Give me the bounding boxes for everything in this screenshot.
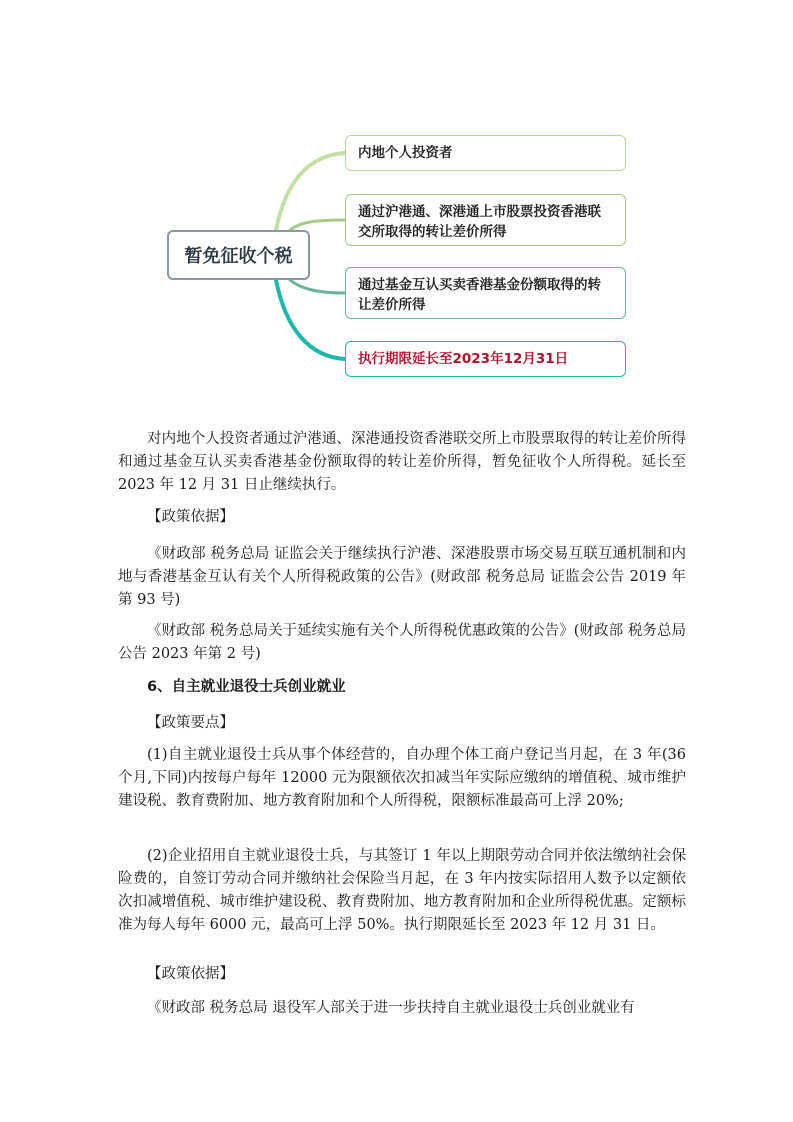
mind-map-leaf-stock-connect: 通过沪港通、深港通上市股票投资香港联交所取得的转让差价所得 [345, 194, 626, 246]
policy-basis-veterans: 《财政部 税务总局 退役军人部关于进一步扶持自主就业退役士兵创业就业有 [147, 1000, 635, 1016]
policy-point-1: (1)自主就业退役士兵从事个体经营的，自办理个体工商户登记当月起，在 3 年(36 个月,下同)内按每户每年 12000 元为限额依次扣减当年实际应缴纳的增值税、城市维护建设税、教育费附加、地方教育附加和个人所得税，限额标准最高可上浮 20%; [118, 747, 686, 809]
branch-connector-2 [290, 220, 345, 230]
mind-map-leaf-deadline: 执行期限延长至2023年12月31日 [345, 341, 626, 377]
mind-map-leaf-investor: 内地个人投资者 [345, 135, 626, 171]
policy-point-2: (2)企业招用自主就业退役士兵，与其签订 1 年以上期限劳动合同并依法缴纳社会保险费的，自签订劳动合同并缴纳社会保险当月起，在 3 年内按实际招用人数予以定额依次扣减增值税、城市维护建设税、教育费附加、地方教育附加和企业所得税优惠。定额标准为每人每年 6000 元，最高可上浮 50%。执行期限延长至 2023 年 12 月 31 日。 [118, 848, 686, 933]
paragraph-exemption: 对内地个人投资者通过沪港通、深港通投资香港联交所上市股票取得的转让差价所得和通过基金互认买卖香港基金份额取得的转让差价所得，暂免征收个人所得税。延长至 2023 年 12 月 31 日止继续执行。 [118, 431, 686, 493]
section-6-title: 6、自主就业退役士兵创业就业 [147, 679, 346, 695]
branch-connector-3 [290, 280, 345, 293]
policy-basis-announcement-93: 《财政部 税务总局 证监会关于继续执行沪港、深港股票市场交易互联互通机制和内地与香港基金互认有关个人所得税政策的公告》(财政部 税务总局 证监会公告 2019 年第 93 号) [118, 546, 686, 608]
policy-basis-label-1: 【政策依据】 [147, 509, 234, 525]
policy-basis-label-2: 【政策依据】 [147, 966, 234, 982]
mind-map-leaf-fund-recognition: 通过基金互认买卖香港基金份额取得的转让差价所得 [345, 267, 626, 319]
mind-map [0, 0, 793, 400]
policy-points-label: 【政策要点】 [147, 715, 234, 731]
branch-connector-1 [276, 153, 345, 230]
policy-basis-announcement-2: 《财政部 税务总局关于延续实施有关个人所得税优惠政策的公告》(财政部 税务总局公告 2023 年第 2 号) [118, 623, 686, 662]
mind-map-root: 暂免征收个税 [167, 230, 310, 280]
